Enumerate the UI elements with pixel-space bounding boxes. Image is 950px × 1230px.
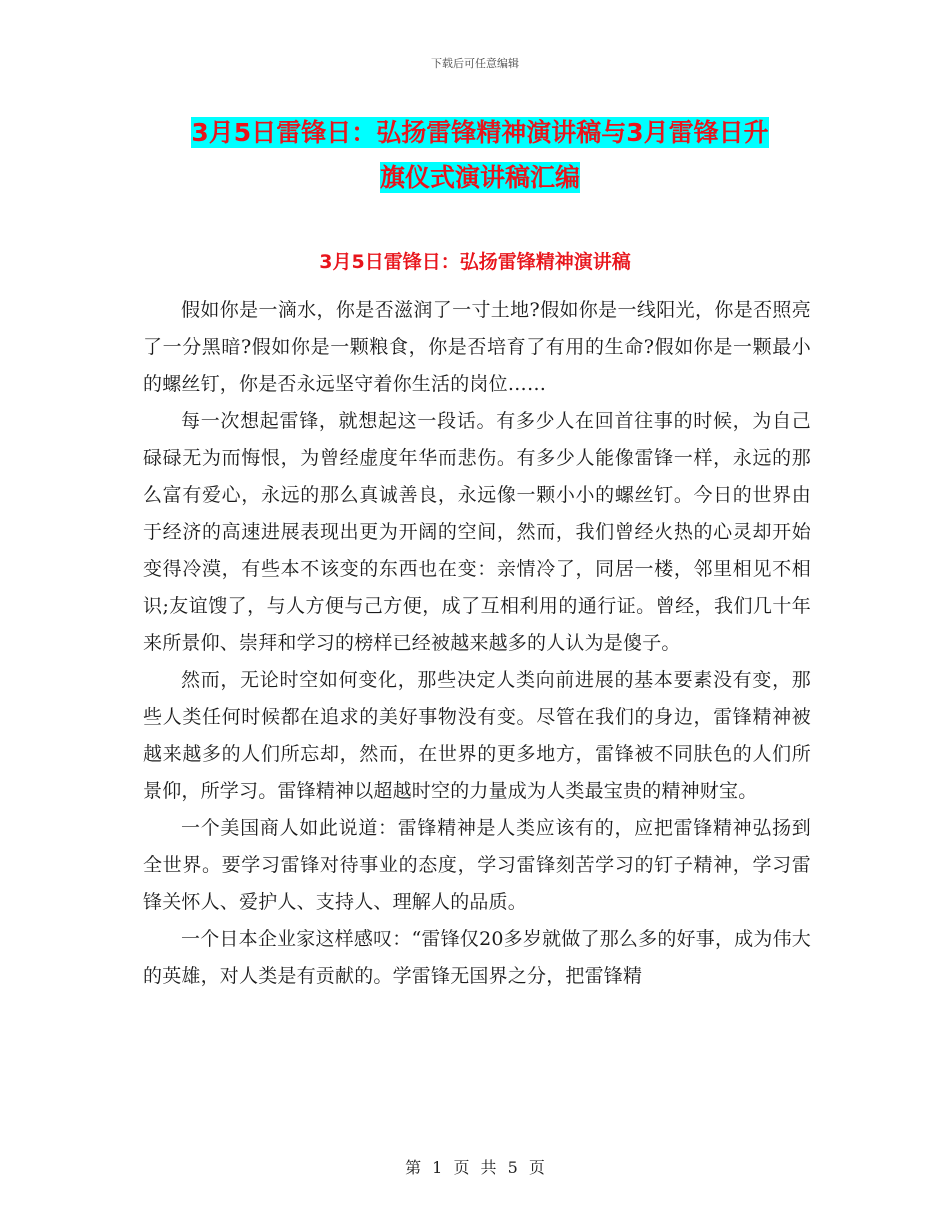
paragraph-5: 一个日本企业家这样感叹：“雷锋仅20多岁就做了那么多的好事，成为伟大的英雄，对人类是有贡献的。学雷锋无国界之分，把雷锋精 [143,928,811,987]
paragraph-1: 假如你是一滴水，你是否滋润了一寸土地?假如你是一线阳光，你是否照亮了一分黑暗?假如你是一颗粮食，你是否培育了有用的生命?假如你是一颗最小的螺丝钉，你是否永远坚守着你生活的岗位…… [143,299,811,395]
document-body [143,292,811,995]
document-title-line-2: 旗仪式演讲稿汇编 [379,163,580,192]
paragraph-2: 每一次想起雷锋，就想起这一段话。有多少人在回首往事的时候，为自己碌碌无为而悔恨，为曾经虚度年华而悲伤。有多少人能像雷锋一样，永远的那么富有爱心，永远的那么真诚善良，永远像一颗小小的螺丝钉。今日的世界由于经济的高速进展表现出更为开阔的空间，然而，我们曾经火热的心灵却开始变得冷漠，有些本不该变的东西也在变：亲情冷了，同居一楼，邻里相见不相识;友谊馊了，与人方便与己方便，成了互相利用的通行证。曾经，我们几十年来所景仰、崇拜和学习的榜样已经被越来越多的人认为是傻子。 [143,410,811,654]
document-title-line-1: 3月5日雷锋日：弘扬雷锋精神演讲稿与3月雷锋日升 [191,118,769,147]
page-number: 第 1 页 共 5 页 [405,1158,545,1177]
header-note: 下载后可任意编辑 [431,57,519,70]
paragraph-4: 一个美国商人如此说道：雷锋精神是人类应该有的，应把雷锋精神弘扬到全世界。要学习雷锋对待事业的态度，学习雷锋刻苦学习的钉子精神，学习雷锋关怀人、爱护人、支持人、理解人的品质。 [143,817,811,913]
document-title [140,110,820,200]
paragraph-3: 然而，无论时空如何变化，那些决定人类向前进展的基本要素没有变，那些人类任何时候都在追求的美好事物没有变。尽管在我们的身边，雷锋精神被越来越多的人们所忘却，然而，在世界的更多地方，雷锋被不同肤色的人们所景仰，所学习。雷锋精神以超越时空的力量成为人类最宝贵的精神财宝。 [143,669,811,802]
section-title: 3月5日雷锋日：弘扬雷锋精神演讲稿 [319,251,631,273]
